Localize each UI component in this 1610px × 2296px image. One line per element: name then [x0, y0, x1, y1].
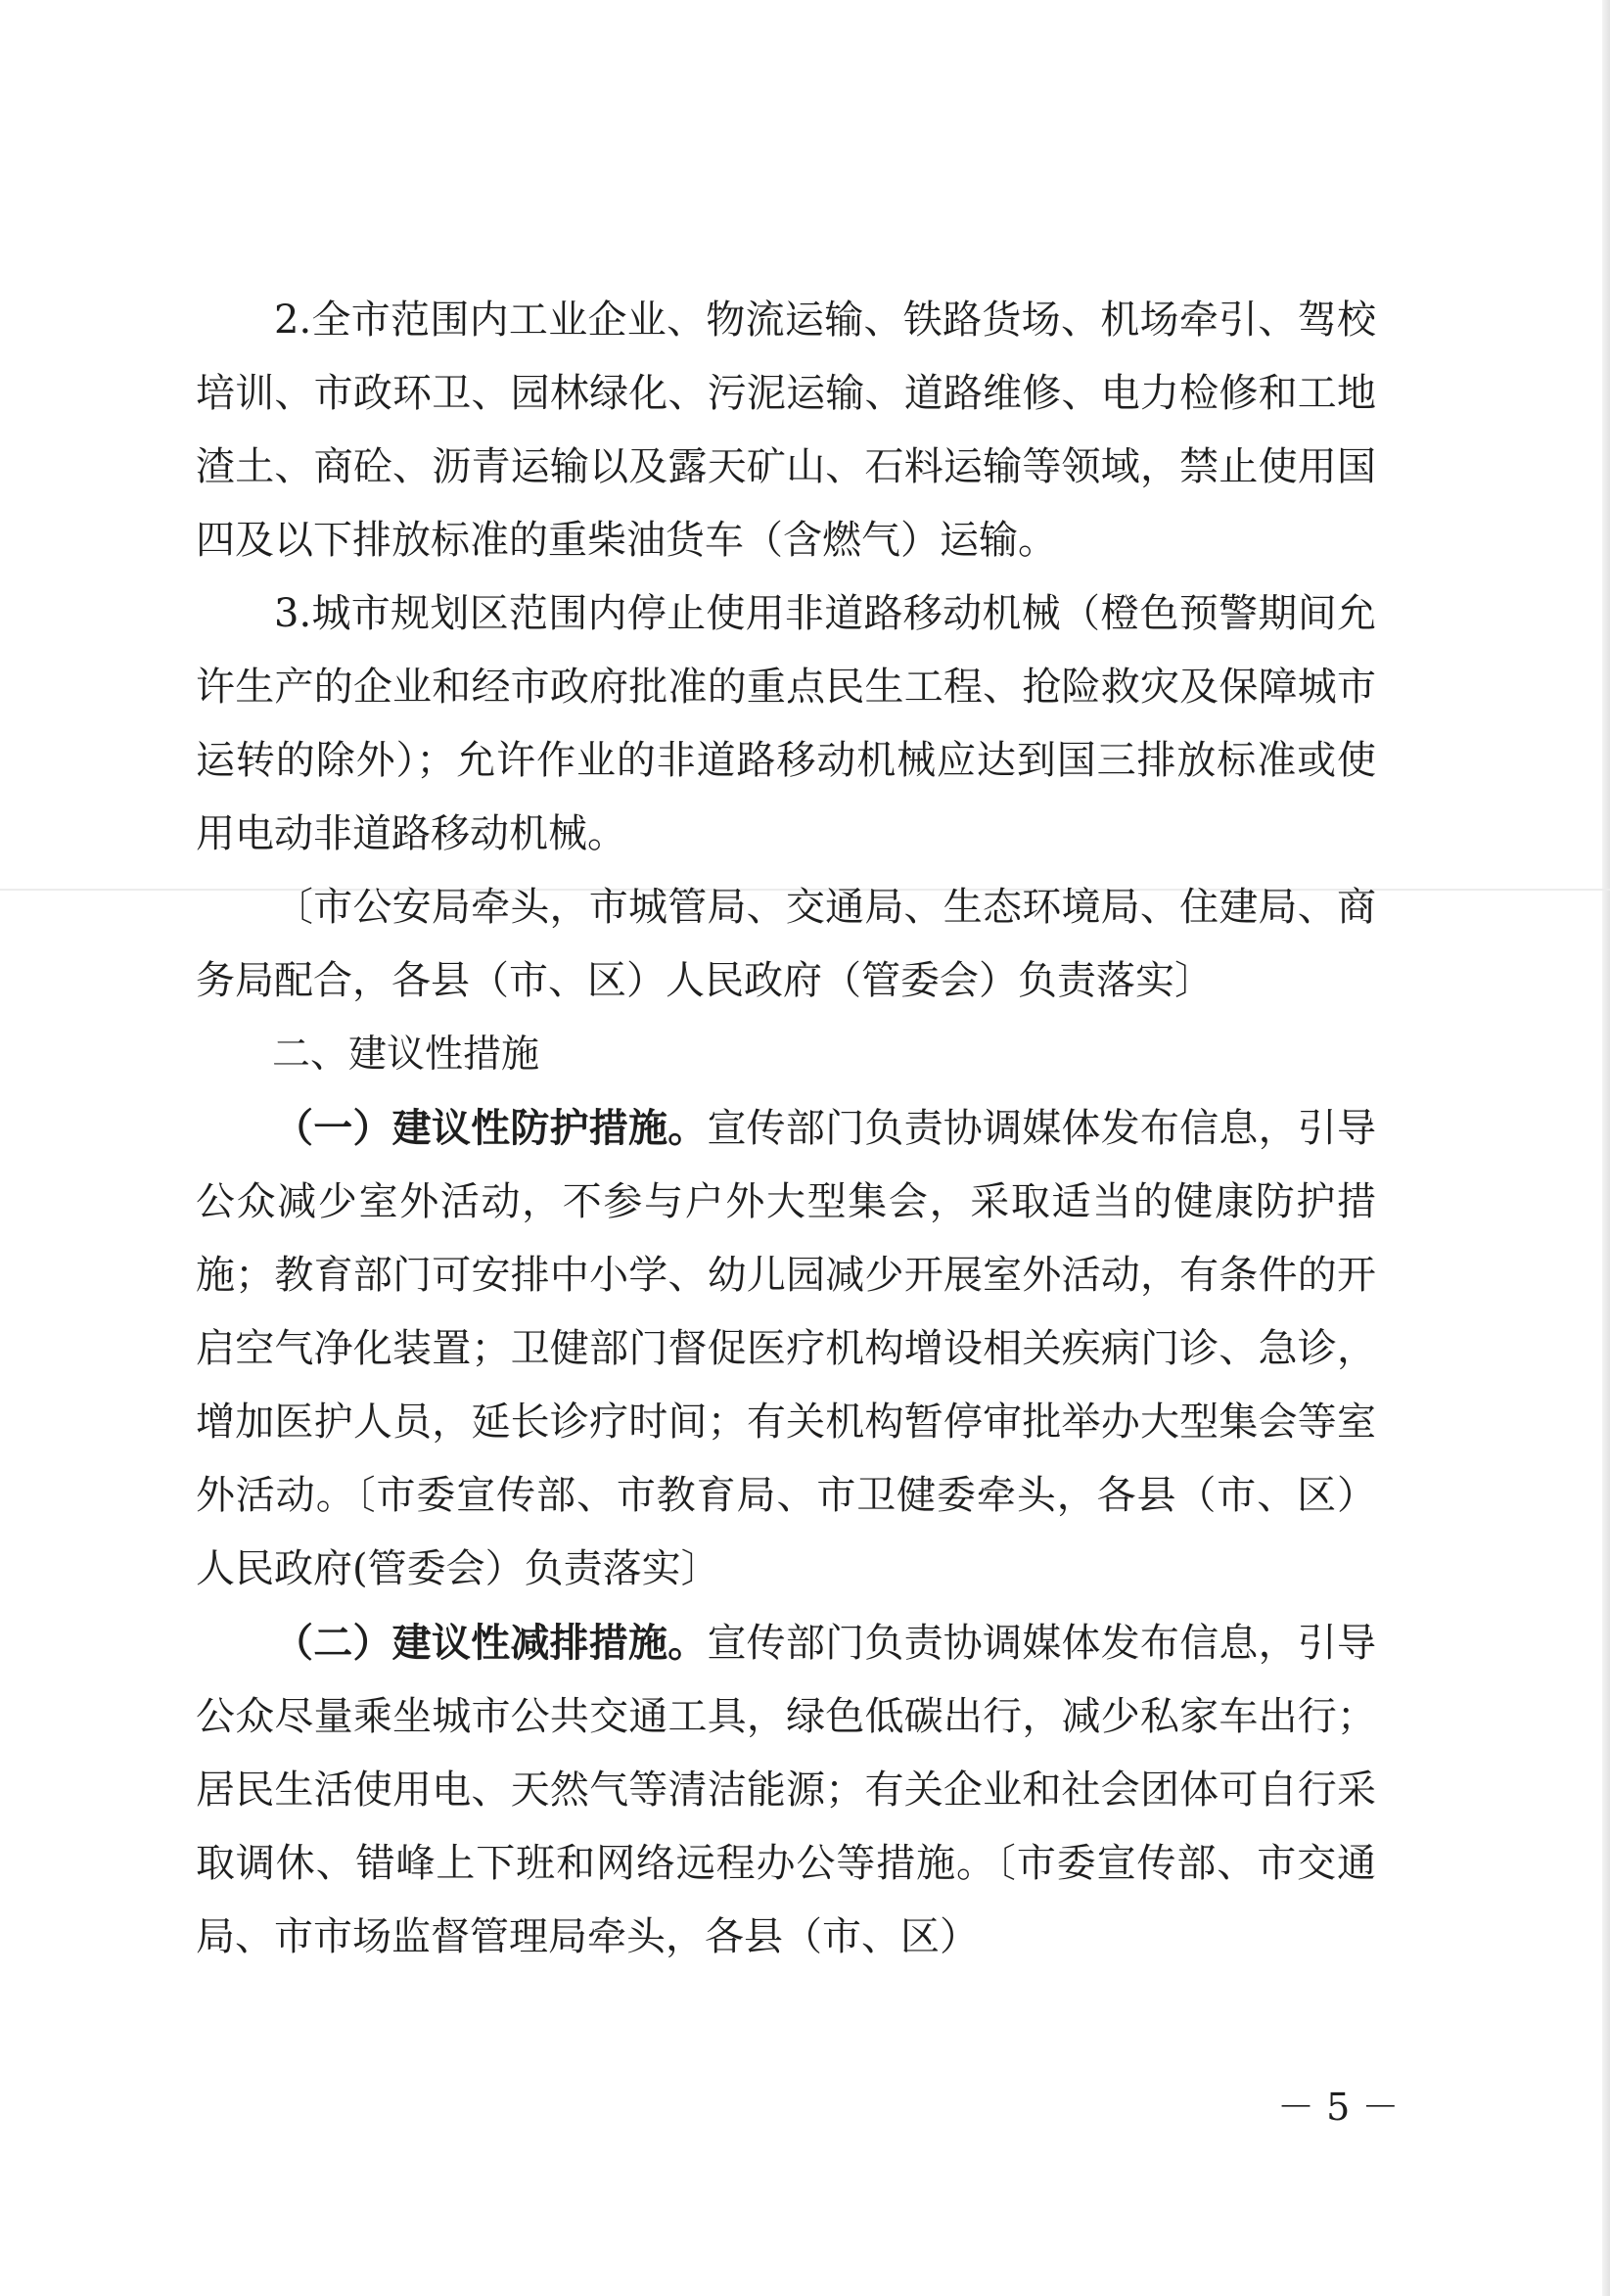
measure-protective-title: （一）建议性防护措施。 — [274, 1105, 708, 1151]
document-page — [196, 284, 1376, 1974]
paragraph-item-3: 3.城市规划区范围内停止使用非道路移动机械（橙色预警期间允许生产的企业和经市政府批准的重点民生工程、抢险救灾及保障城市运转的除外）；允许作业的非道路移动机械应达到国三排放标准或使用电动非道路移动机械。 — [196, 591, 1376, 856]
measure-protective — [196, 1091, 1376, 1606]
section-heading: 二、建议性措施 — [272, 1033, 540, 1077]
measure-reduction-body: 宣传部门负责协调媒体发布信息，引导公众尽量乘坐城市公共交通工具，绿色低碳出行，减少私家车出行；居民生活使用电、天然气等清洁能源；有关企业和社会团体可自行采取调休、错峰上下班和网络远程办公等措施。〔市委宣传部、市交通局、市市场监督管理局牵头，各县（市、区） — [196, 1621, 1377, 1959]
measure-protective-body: 宣传部门负责协调媒体发布信息，引导公众减少室外活动，不参与户外大型集会，采取适当的健康防护措施；教育部门可安排中小学、幼儿园减少开展室外活动，有条件的开启空气净化装置；卫健部门督促医疗机构增设相关疾病门诊、急诊，增加医护人员，延长诊疗时间；有关机构暂停审批举办大型集会等室外活动。〔市委宣传部、市教育局、市卫健委牵头，各县（市、区）人民政府(管委会）负责落实〕 — [196, 1106, 1377, 1591]
page-number: － 5 － — [1277, 2086, 1400, 2129]
measure-reduction-title: （二）建议性减排措施。 — [274, 1620, 708, 1666]
responsibility-note: 〔市公安局牵头，市城管局、交通局、生态环境局、住建局、商务局配合，各县（市、区）人民政府（管委会）负责落实〕 — [196, 885, 1376, 1003]
scan-edge-shadow — [1602, 0, 1610, 2296]
measure-reduction — [196, 1606, 1376, 1974]
paragraph-item-2: 2.全市范围内工业企业、物流运输、铁路货场、机场牵引、驾校培训、市政环卫、园林绿化、污泥运输、道路维修、电力检修和工地渣土、商砼、沥青运输以及露天矿山、石料运输等领域，禁止使用国四及以下排放标准的重柴油货车（含燃气）运输。 — [196, 298, 1376, 563]
